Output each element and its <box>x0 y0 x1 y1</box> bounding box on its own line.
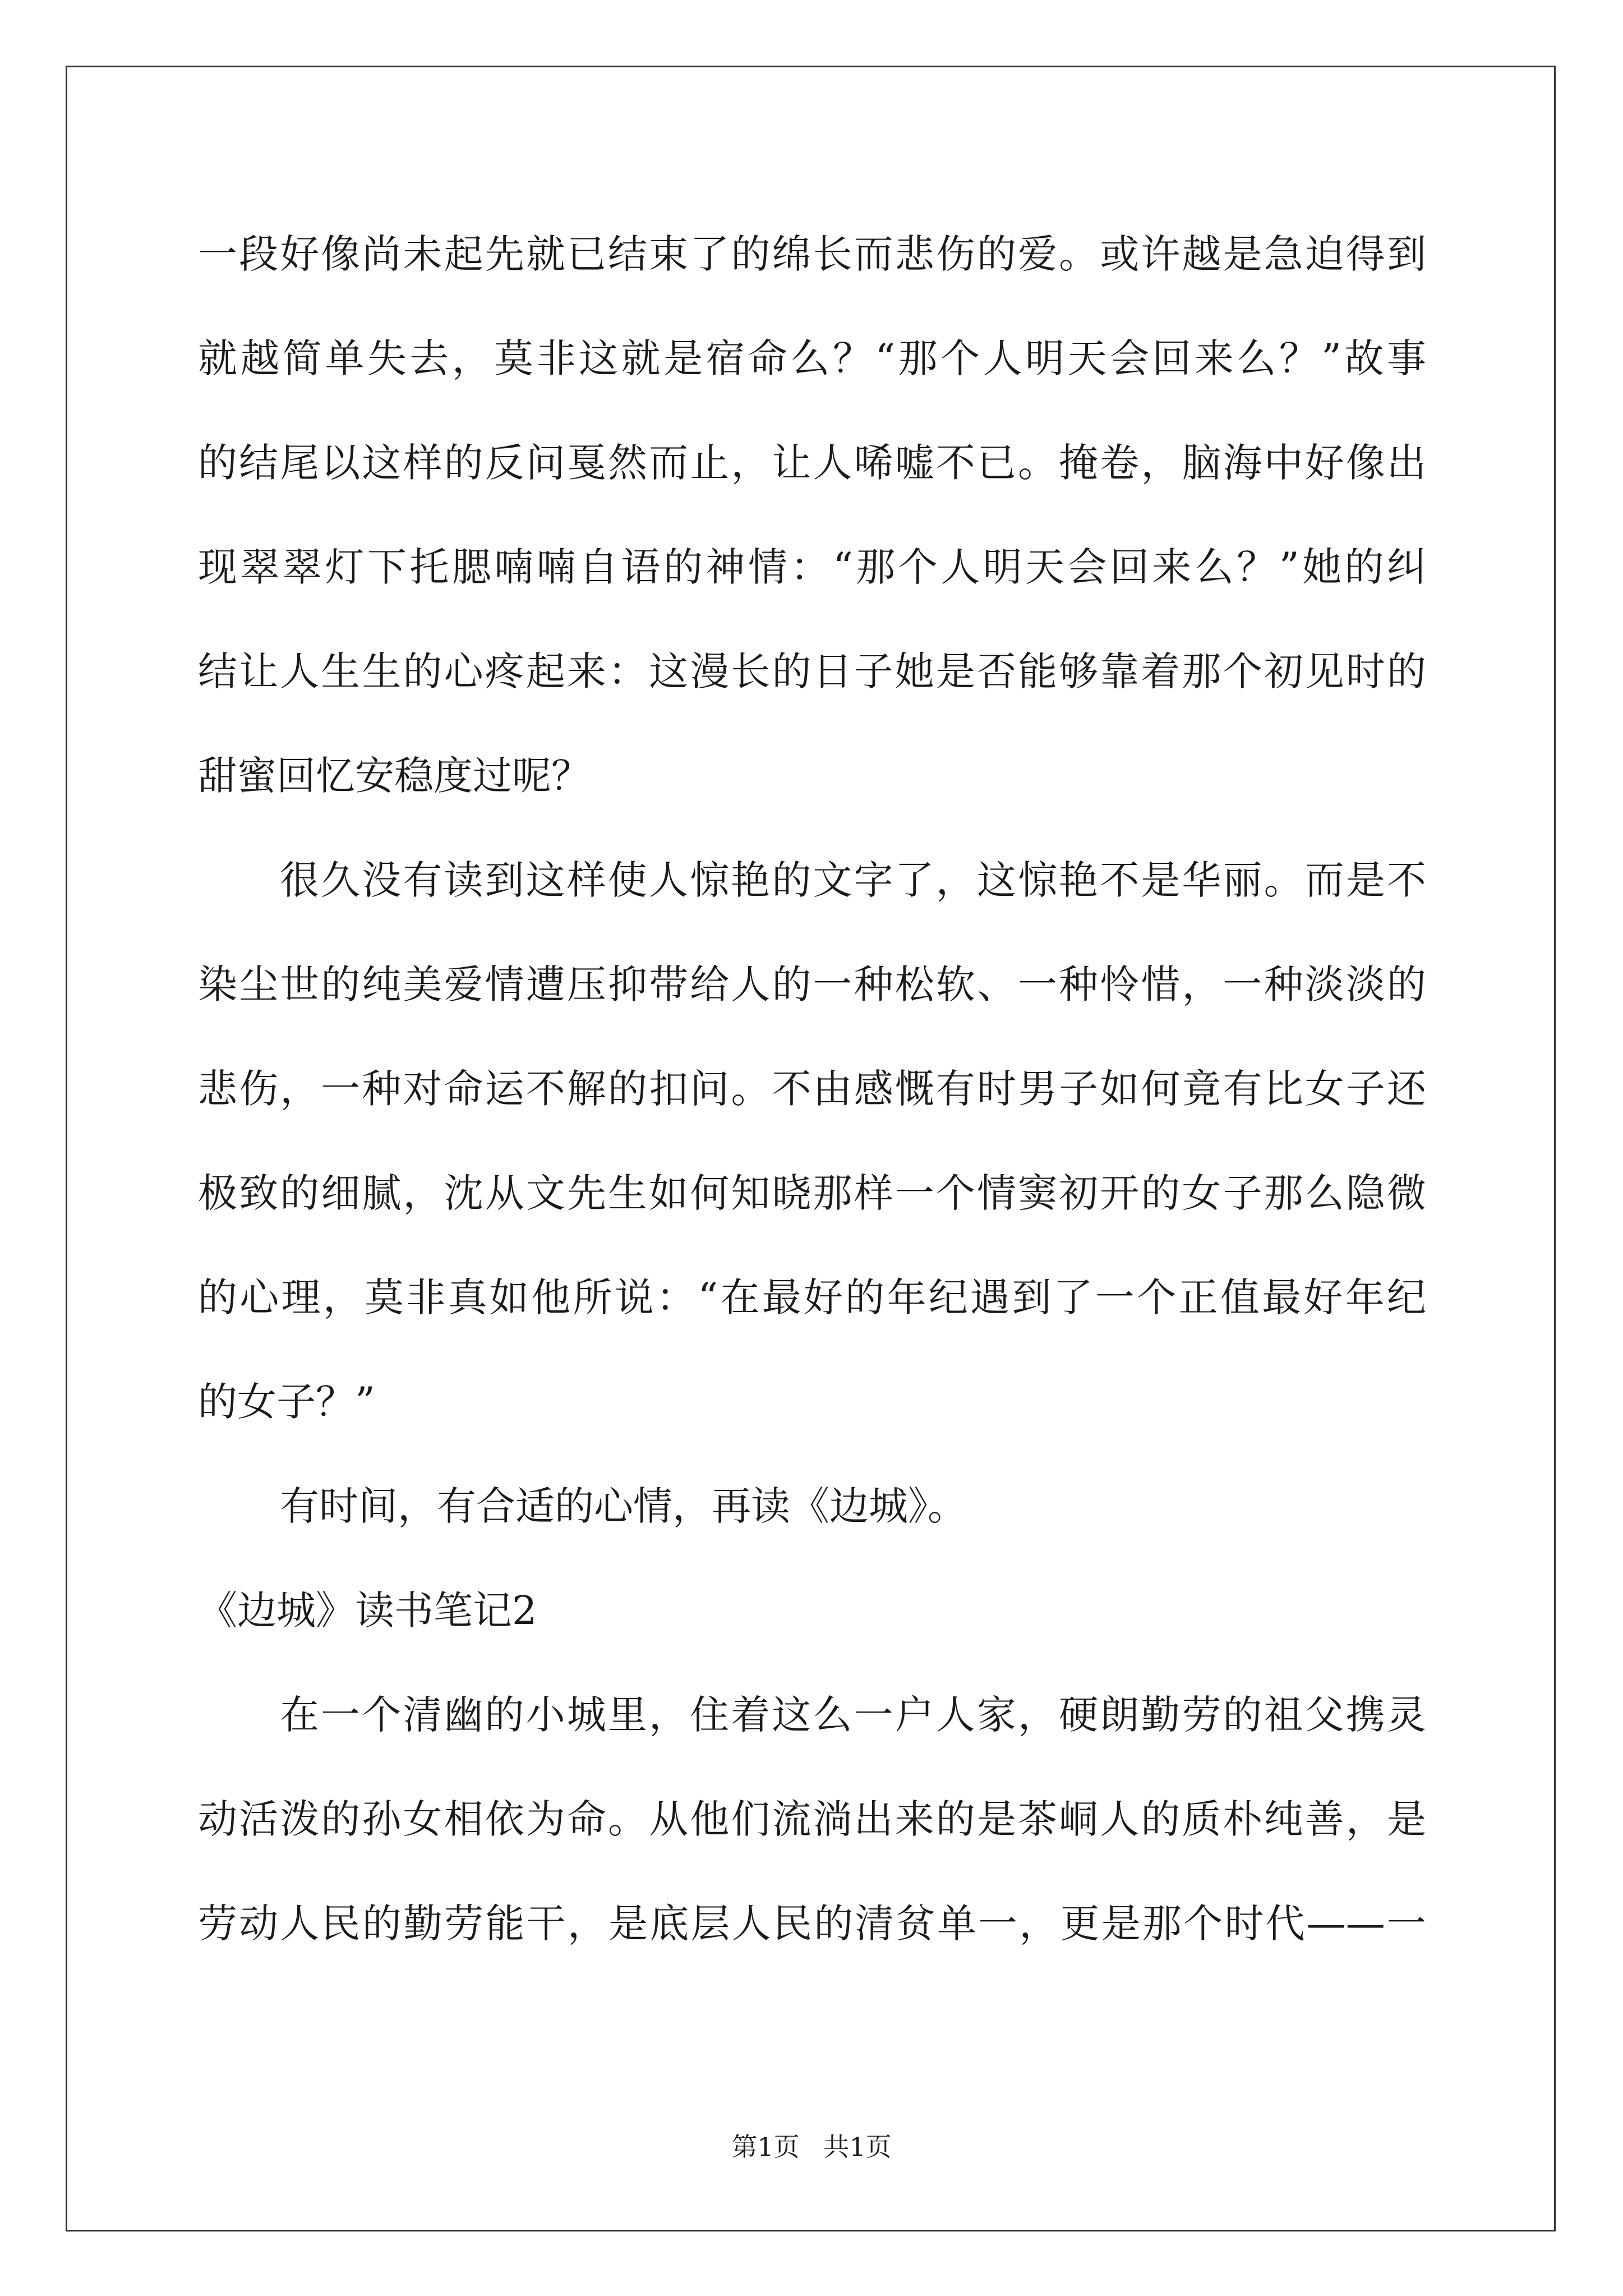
paragraph-start-line: 有时间，有合适的心情，再读《边城》。 <box>280 1483 967 1529</box>
section-heading: 《边城》读书笔记2 <box>198 1588 537 1634</box>
text-line: 的女子？” <box>198 1379 375 1425</box>
page-footer <box>0 2130 1623 2164</box>
page-number: 第1页 <box>731 2132 800 2162</box>
text-line: 悲伤，一种对命运不解的扣问。不由感慨有时男子如何竟有比女子还 <box>198 1066 1426 1112</box>
text-line: 的心理，莫非真如他所说：“在最好的年纪遇到了一个正值最好年纪 <box>198 1274 1426 1320</box>
text-line: 结让人生生的心疼起来：这漫长的日子她是否能够靠着那个初见时的 <box>198 648 1426 694</box>
paragraph-start-line: 很久没有读到这样使人惊艳的文字了，这惊艳不是华丽。而是不 <box>280 857 1426 903</box>
text-line: 的结尾以这样的反问戛然而止，让人唏嘘不已。掩卷，脑海中好像出 <box>198 440 1426 486</box>
document-body <box>198 202 1426 1976</box>
paragraph-start-line: 在一个清幽的小城里，住着这么一户人家，硬朗勤劳的祖父携灵 <box>280 1692 1426 1738</box>
text-line: 极致的细腻，沈从文先生如何知晓那样一个情窦初开的女子那么隐微 <box>198 1170 1426 1216</box>
text-line: 染尘世的纯美爱情遭压抑带给人的一种松软、一种怜惜，一种淡淡的 <box>198 961 1426 1007</box>
text-line: 一段好像尚未起先就已结束了的绵长而悲伤的爱。或许越是急迫得到 <box>198 231 1426 277</box>
text-line: 甜蜜回忆安稳度过呢？ <box>198 753 591 799</box>
text-line: 就越简单失去，莫非这就是宿命么？“那个人明天会回来么？”故事 <box>198 335 1426 381</box>
text-line: 现翠翠灯下托腮喃喃自语的神情：“那个人明天会回来么？”她的纠 <box>198 544 1426 590</box>
page-total: 共1页 <box>823 2132 892 2162</box>
text-line: 劳动人民的勤劳能干，是底层人民的清贫单一，更是那个时代——一 <box>198 1901 1426 1947</box>
text-line: 动活泼的孙女相依为命。从他们流淌出来的是茶峒人的质朴纯善，是 <box>198 1796 1426 1842</box>
